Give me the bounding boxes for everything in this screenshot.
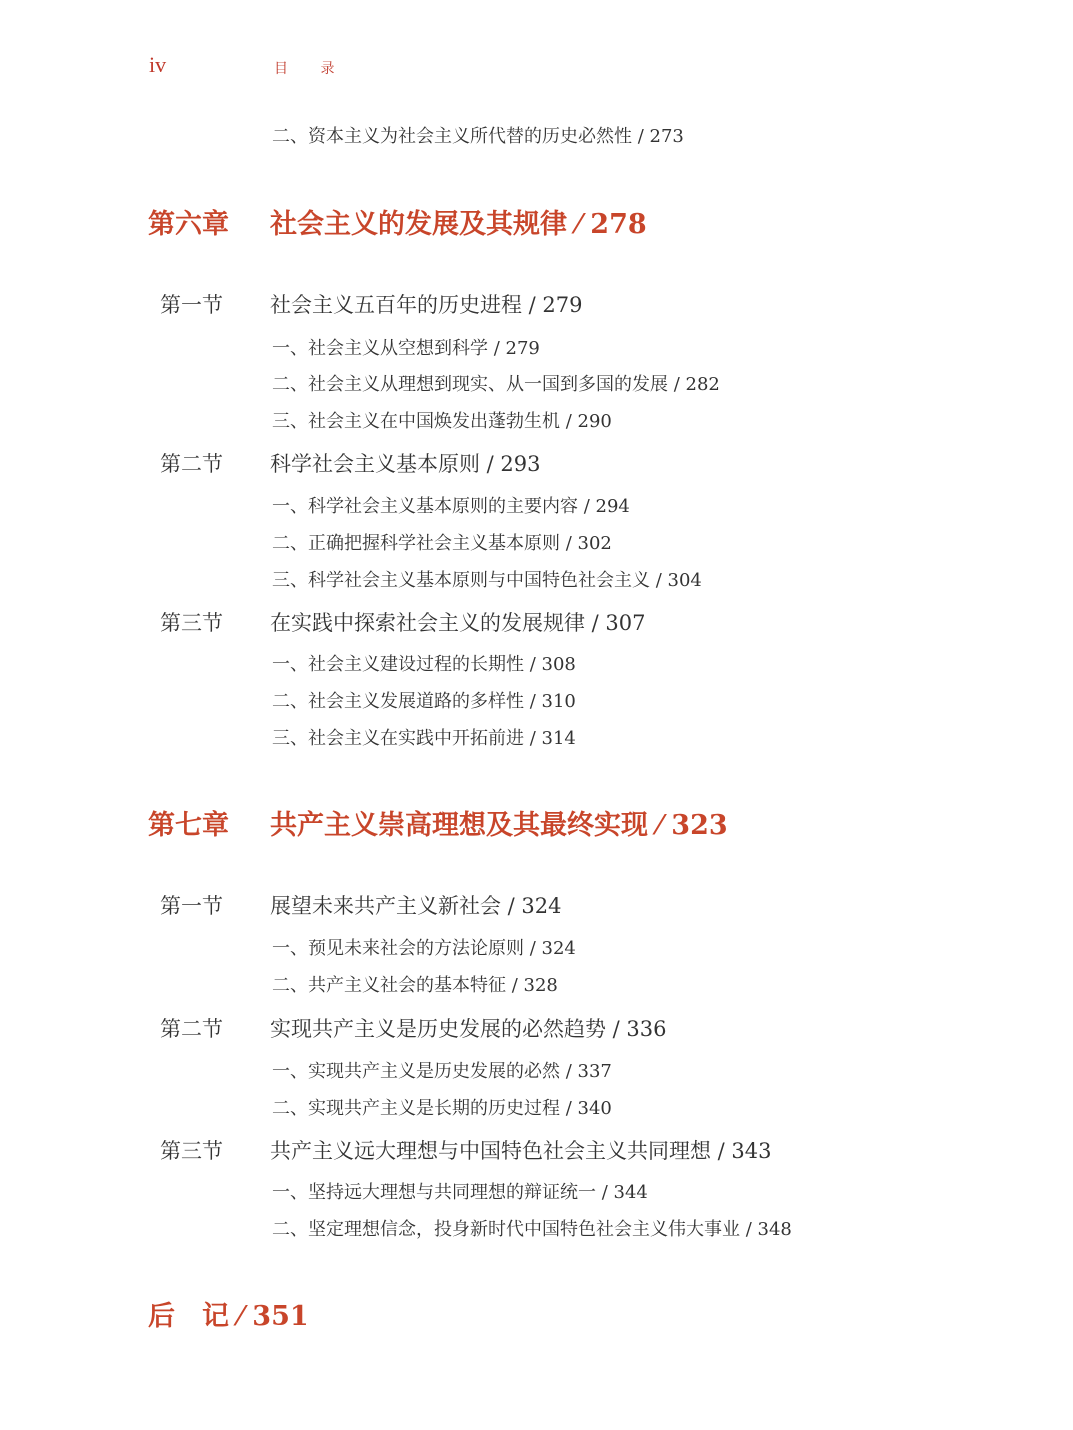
page-number: iv bbox=[149, 52, 167, 77]
section-label: 第二节 bbox=[160, 1017, 223, 1041]
afterword-entry[interactable]: 后 记 ⁄ 351 bbox=[148, 1301, 309, 1332]
section-label: 第二节 bbox=[160, 452, 223, 476]
toc-item[interactable]: 二、社会主义从理想到现实、从一国到多国的发展 / 282 bbox=[272, 374, 720, 395]
toc-item[interactable]: 二、坚定理想信念，投身新时代中国特色社会主义伟大事业 / 348 bbox=[272, 1219, 792, 1240]
toc-item[interactable]: 一、科学社会主义基本原则的主要内容 / 294 bbox=[272, 496, 630, 517]
toc-item[interactable]: 一、预见未来社会的方法论原则 / 324 bbox=[272, 938, 576, 959]
section-label: 第三节 bbox=[160, 1139, 223, 1163]
toc-item[interactable]: 三、社会主义在实践中开拓前进 / 314 bbox=[272, 728, 576, 749]
section-label: 第一节 bbox=[160, 894, 223, 918]
section-title[interactable]: 科学社会主义基本原则 / 293 bbox=[270, 452, 541, 476]
chapter-label: 第六章 bbox=[148, 209, 229, 240]
section-title[interactable]: 在实践中探索社会主义的发展规律 / 307 bbox=[270, 611, 646, 635]
toc-item[interactable]: 二、资本主义为社会主义所代替的历史必然性 / 273 bbox=[272, 126, 684, 147]
section-label: 第一节 bbox=[160, 293, 223, 317]
toc-item[interactable]: 一、社会主义建设过程的长期性 / 308 bbox=[272, 654, 576, 675]
toc-item[interactable]: 一、社会主义从空想到科学 / 279 bbox=[272, 338, 540, 359]
chapter-title[interactable]: 共产主义崇高理想及其最终实现 ⁄ 323 bbox=[270, 810, 728, 841]
toc-item[interactable]: 一、实现共产主义是历史发展的必然 / 337 bbox=[272, 1061, 612, 1082]
toc-item[interactable]: 二、正确把握科学社会主义基本原则 / 302 bbox=[272, 533, 612, 554]
section-title[interactable]: 实现共产主义是历史发展的必然趋势 / 336 bbox=[270, 1017, 667, 1041]
toc-item[interactable]: 三、科学社会主义基本原则与中国特色社会主义 / 304 bbox=[272, 570, 702, 591]
toc-item[interactable]: 二、实现共产主义是长期的历史过程 / 340 bbox=[272, 1098, 612, 1119]
section-label: 第三节 bbox=[160, 611, 223, 635]
toc-item[interactable]: 二、社会主义发展道路的多样性 / 310 bbox=[272, 691, 576, 712]
section-title[interactable]: 共产主义远大理想与中国特色社会主义共同理想 / 343 bbox=[270, 1139, 772, 1163]
chapter-label: 第七章 bbox=[148, 810, 229, 841]
running-header: 目 录 bbox=[274, 61, 349, 77]
toc-item[interactable]: 三、社会主义在中国焕发出蓬勃生机 / 290 bbox=[272, 411, 612, 432]
chapter-title[interactable]: 社会主义的发展及其规律 ⁄ 278 bbox=[270, 209, 647, 240]
section-title[interactable]: 展望未来共产主义新社会 / 324 bbox=[270, 894, 562, 918]
toc-item[interactable]: 一、坚持远大理想与共同理想的辩证统一 / 344 bbox=[272, 1182, 648, 1203]
toc-item[interactable]: 二、共产主义社会的基本特征 / 328 bbox=[272, 975, 558, 996]
section-title[interactable]: 社会主义五百年的历史进程 / 279 bbox=[270, 293, 583, 317]
